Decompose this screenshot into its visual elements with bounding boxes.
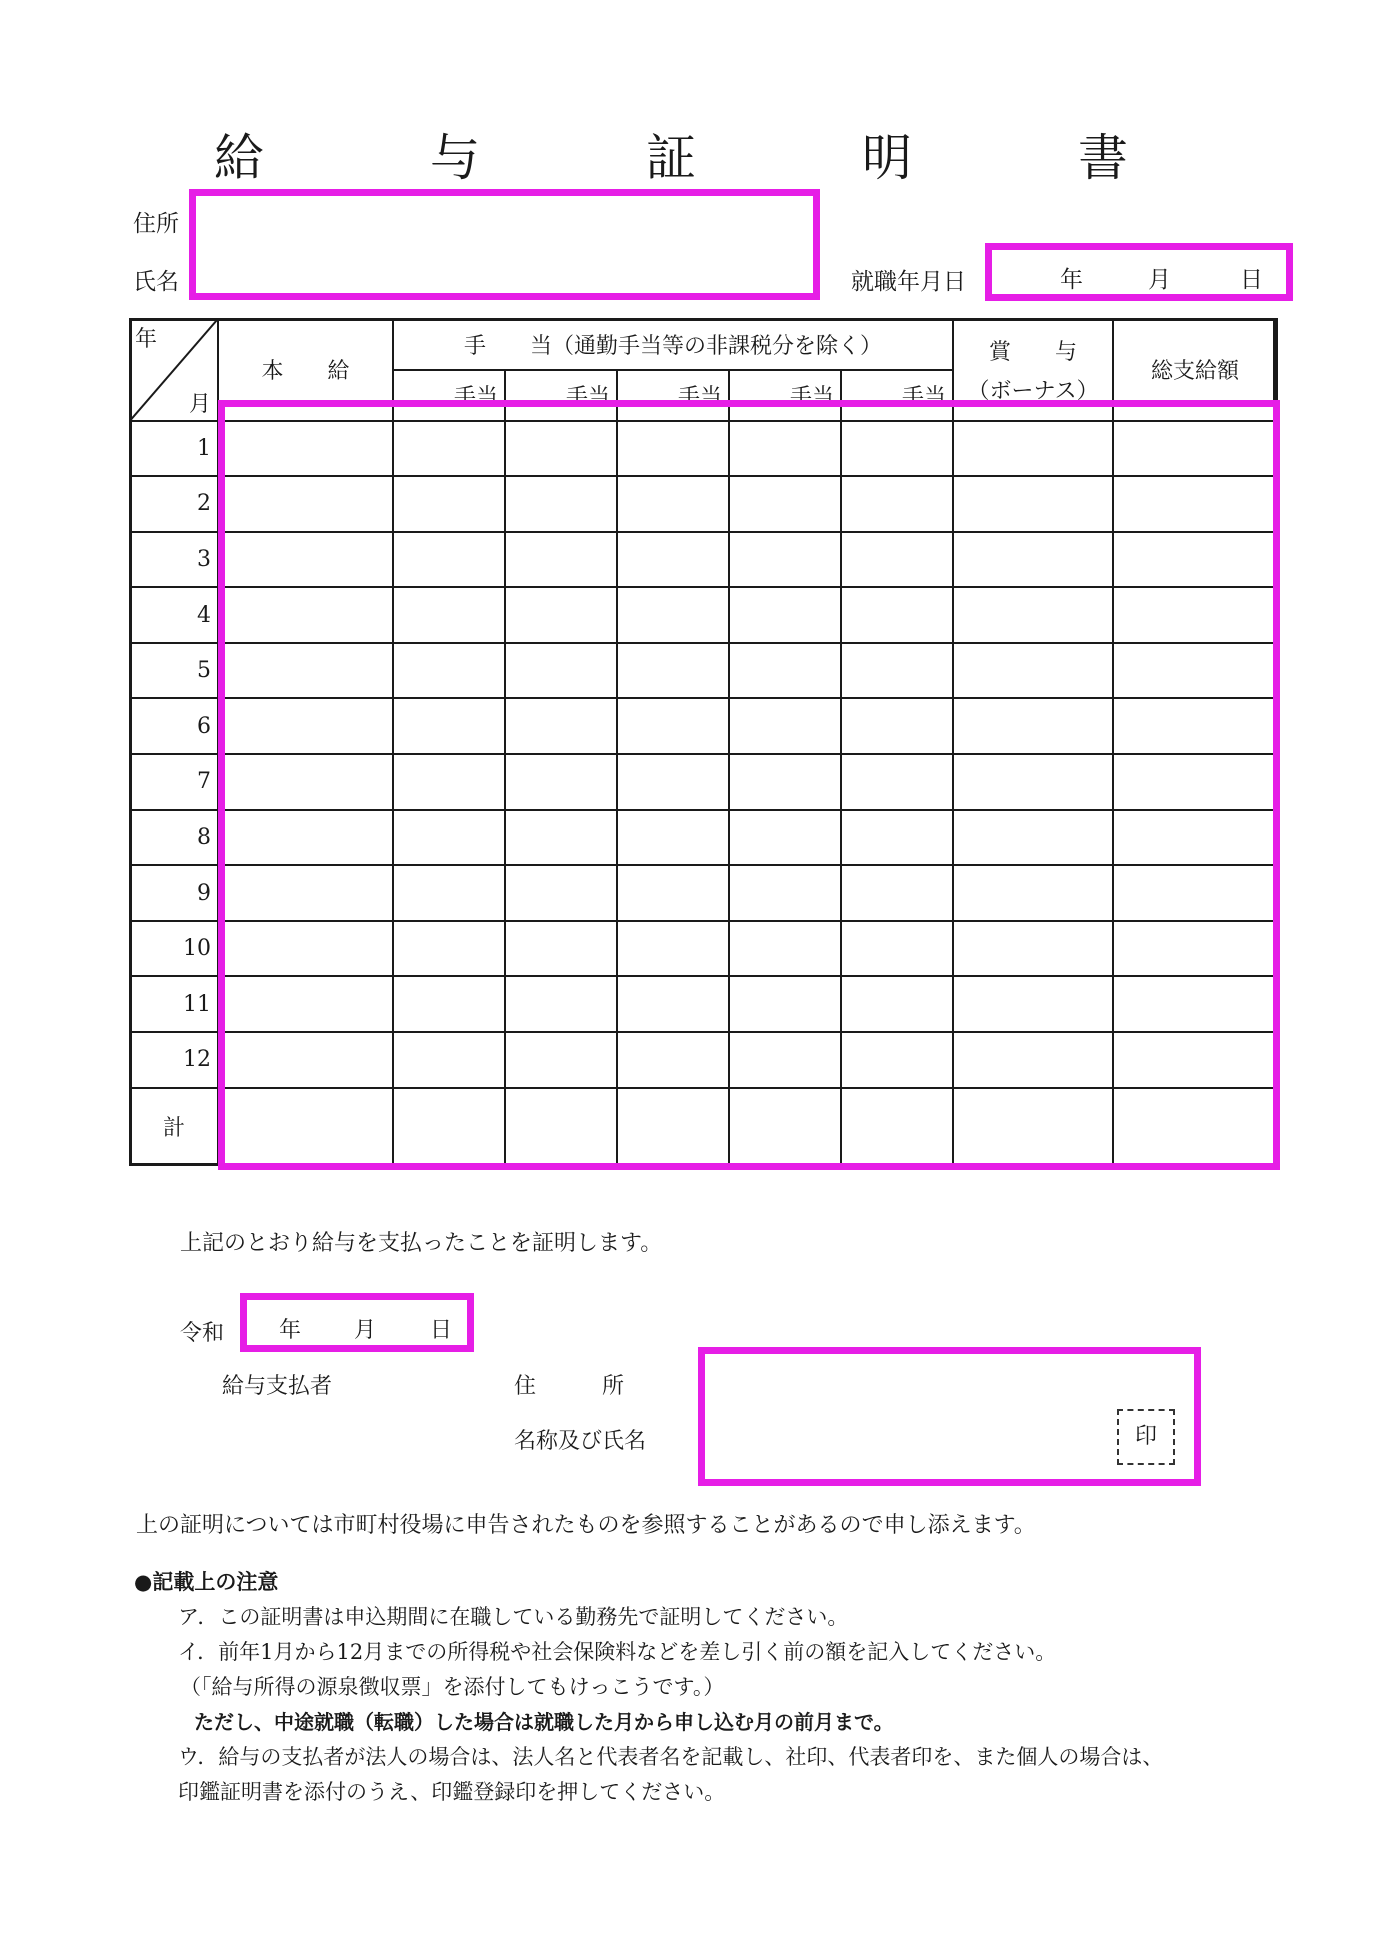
month-cell: 4	[130, 587, 218, 643]
reference-text: 上の証明については市町村役場に申告されたものを参照することがあるので申し添えます。	[136, 1513, 1036, 1538]
month-cell: 5	[130, 643, 218, 699]
allowance-sub-header: 手当	[393, 370, 505, 421]
month-cell: 6	[130, 698, 218, 754]
bonus-header-line1: 賞 与	[989, 339, 1078, 365]
salary-entry-area[interactable]	[218, 400, 1280, 1170]
payer-address-label: 住 所	[514, 1374, 625, 1399]
page-title: 給 与 証 明 書	[214, 129, 1186, 187]
month-cell: 2	[130, 476, 218, 532]
employment-month-unit: 月	[1148, 267, 1171, 293]
employment-year-unit: 年	[1060, 267, 1083, 293]
cert-year-unit: 年	[279, 1318, 302, 1343]
allowance-sub-header: 手当	[617, 370, 729, 421]
name-label: 氏名	[133, 269, 179, 295]
cert-era-label: 令和	[180, 1321, 225, 1346]
month-cell: 1	[130, 421, 218, 477]
corner-month-label: 月	[188, 391, 211, 417]
total-row-label: 計	[130, 1088, 218, 1165]
note-i-bold: ただし、中途就職（転職）した場合は就職した月から申し込む月の前月まで。	[194, 1710, 894, 1734]
bonus-header-line2: （ボーナス）	[967, 378, 1099, 404]
employment-day-unit: 日	[1240, 267, 1263, 293]
allowance-group-header: 手 当（通勤手当等の非課税分を除く）	[393, 319, 953, 370]
note-a: ア．この証明書は申込期間に在職している勤務先で証明してください。	[178, 1605, 849, 1629]
cert-day-unit: 日	[430, 1318, 453, 1343]
employment-date-label: 就職年月日	[851, 269, 966, 295]
allowance-sub-header: 手当	[729, 370, 841, 421]
month-cell: 8	[130, 810, 218, 866]
payer-name-label: 名称及び氏名	[514, 1429, 647, 1454]
note-i: イ．前年1月から12月までの所得税や社会保険料などを差し引く前の額を記入してください。	[178, 1640, 1057, 1664]
certification-text: 上記のとおり給与を支払ったことを証明します。	[180, 1231, 663, 1256]
cert-month-unit: 月	[354, 1318, 377, 1343]
note-u-line1: ウ．給与の支払者が法人の場合は、法人名と代表者名を記載し、社印、代表者印を、また個人の場合は、	[178, 1745, 1164, 1769]
allowance-sub-header: 手当	[505, 370, 617, 421]
base-salary-header: 本 給	[218, 319, 393, 421]
note-i-paren: （「給与所得の源泉徴収票」を添付してもけっこうです。）	[180, 1675, 725, 1699]
month-cell: 10	[130, 921, 218, 977]
corner-year-label: 年	[135, 327, 158, 352]
seal-stamp-box: 印	[1117, 1409, 1175, 1465]
notes-section	[134, 1565, 1364, 1810]
address-label: 住所	[133, 211, 179, 237]
allowance-sub-header: 手当	[841, 370, 953, 421]
month-cell: 9	[130, 865, 218, 921]
month-cell: 3	[130, 532, 218, 588]
total-pay-header: 総支給額	[1113, 319, 1277, 421]
month-cell: 11	[130, 976, 218, 1032]
year-month-corner-cell	[130, 319, 218, 421]
month-cell: 7	[130, 754, 218, 810]
address-name-field[interactable]	[189, 189, 820, 300]
notes-heading: ●記載上の注意	[134, 1570, 279, 1594]
note-u-line2: 印鑑証明書を添付のうえ、印鑑登録印を押してください。	[178, 1780, 726, 1804]
payer-label: 給与支払者	[222, 1374, 333, 1399]
month-cell: 12	[130, 1032, 218, 1088]
